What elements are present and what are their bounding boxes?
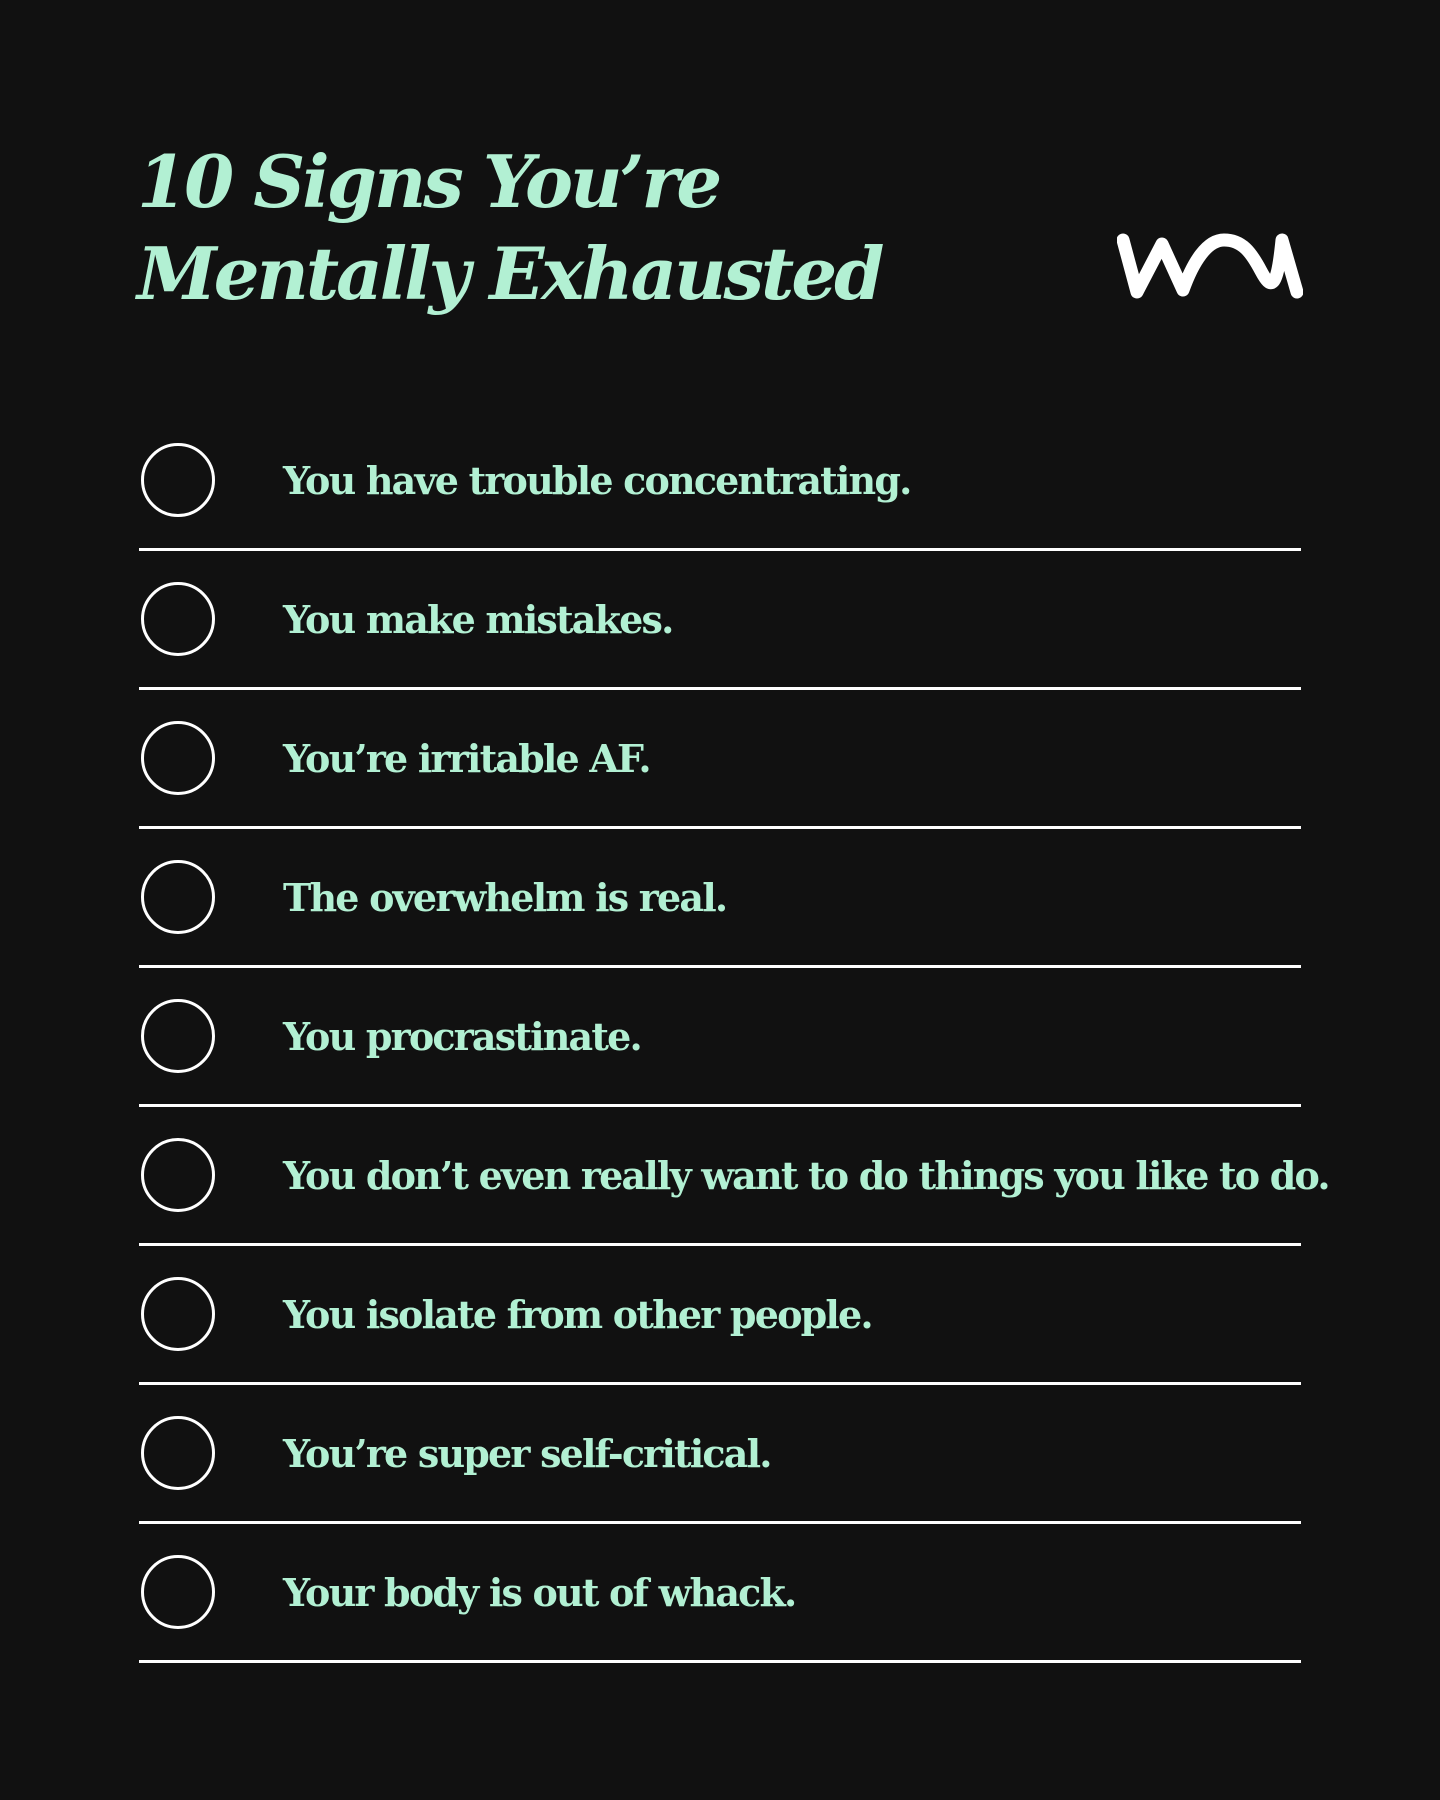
list-item-label: You have trouble concentrating. [283,457,911,503]
list-item [139,968,1301,1107]
list-item [139,1385,1301,1524]
list-item [139,1107,1329,1246]
list-item [139,690,1301,829]
list-item-label: You don’t even really want to do things you like to do. [283,1152,1329,1198]
wm-logo [1117,226,1303,302]
list-item-label: Your body is out of whack. [283,1569,796,1615]
list-item [139,1246,1301,1385]
list-item-label: You’re super self-critical. [283,1430,771,1476]
checkbox-circle[interactable] [141,860,215,934]
title-line-1: 10 Signs You’re [137,139,720,224]
list-item [139,551,1301,690]
page-title [137,136,881,320]
checkbox-circle[interactable] [141,443,215,517]
list-item-label: You procrastinate. [283,1013,641,1059]
list-item-label: You make mistakes. [283,596,673,642]
list-item [139,829,1301,968]
title-line-2: Mentally Exhausted [137,231,882,316]
signs-checklist [139,412,1329,1663]
list-item-label: The overwhelm is real. [283,874,727,920]
checkbox-circle[interactable] [141,1277,215,1351]
checkbox-circle[interactable] [141,582,215,656]
checkbox-circle[interactable] [141,999,215,1073]
list-item [139,1524,1301,1663]
list-item [139,412,1301,551]
list-item-label: You’re irritable AF. [283,735,650,781]
checkbox-circle[interactable] [141,1138,215,1212]
checkbox-circle[interactable] [141,721,215,795]
checkbox-circle[interactable] [141,1416,215,1490]
checkbox-circle[interactable] [141,1555,215,1629]
list-item-label: You isolate from other people. [283,1291,872,1337]
